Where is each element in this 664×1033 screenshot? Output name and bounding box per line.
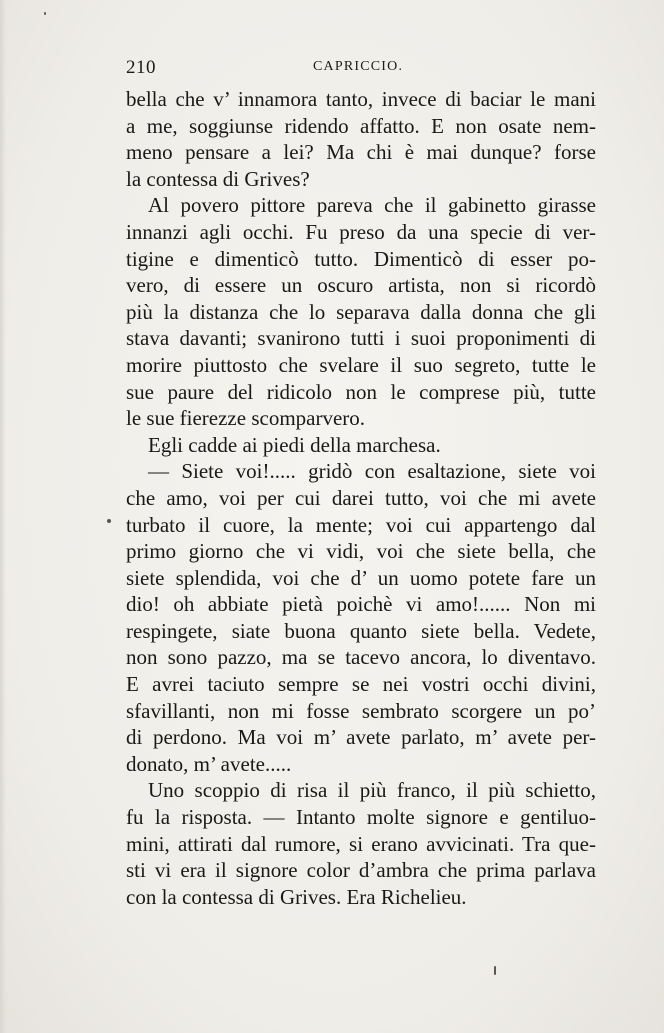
text-line: E avrei taciuto sempre se nei vostri occhi divini, [126,672,596,697]
text-line: dio! oh abbiate pietà poichè vi amo!...... Non mi [126,592,596,617]
text-line: le sue fierezze scomparvero. [126,406,366,431]
text-line: bella che v’ innamora tanto, invece di baciar le mani [126,87,596,111]
text-line: meno pensare a lei? Ma chi è mai dunque? forse [126,140,596,165]
text-line: stava davanti; svanirono tutti i suoi proponimenti di [126,326,596,351]
text-line: Al povero pittore pareva che il gabinetto girasse [148,193,596,218]
text-line: non sono pazzo, ma se tacevo ancora, lo diventavo. [126,645,596,670]
text-line: innanzi agli occhi. Fu preso da una specie di ver- [126,219,596,244]
page-gutter-shadow [0,0,6,1033]
text-line: — Siete voi!..... gridò con esaltazione, siete voi [148,459,596,484]
text-line: siete splendida, voi che d’ un uomo potete fare un [126,565,596,590]
text-line: che amo, voi per cui darei tutto, voi che mi avete [126,485,596,510]
body-text [126,86,596,910]
ink-speck [494,966,496,975]
text-line: più la distanza che lo separava dalla donna che gli [126,299,596,324]
ink-speck [44,12,46,15]
page-number: 210 [126,57,156,78]
text-line: la contessa di Grives? [126,166,310,191]
text-line: Uno scoppio di risa il più franco, il più schietto, [148,778,596,803]
text-line: sue paure del ridicolo non le comprese più, tutte [126,379,596,404]
text-line: turbato il cuore, la mente; voi cui appartengo dal [126,512,596,537]
page-header [126,57,596,85]
text-line: respingete, siate buona quanto siete bella. Vedete, [126,618,596,643]
text-line: primo giorno che vi vidi, voi che siete bella, che [126,539,596,564]
text-line: sti vi era il signore color d’ambra che prima parlava [126,858,596,883]
text-line: morire piuttosto che svelare il suo segreto, tutte le [126,352,596,377]
text-line: vero, di essere un oscuro artista, non si ricordò [126,273,596,298]
text-line: a me, soggiunse ridendo affatto. E non osate nem- [126,113,596,138]
text-line: Egli cadde ai piedi della marchesa. [148,432,441,457]
text-line: mini, attirati dal rumore, si erano avvicinati. Tra que- [126,831,596,856]
text-line: donato, m’ avete..... [126,751,292,776]
text-line: tigine e dimenticò tutto. Dimenticò di esser po- [126,246,596,271]
text-line: sfavillanti, non mi fosse sembrato scorgere un po’ [126,698,596,723]
text-line: di perdono. Ma voi m’ avete parlato, m’ avete per- [126,725,596,750]
text-line: con la contessa di Grives. Era Richelieu. [126,884,467,909]
running-head: CAPRICCIO. [313,59,404,74]
text-line: fu la risposta. — Intanto molte signore e gentiluo- [126,805,596,830]
ink-speck [107,519,111,523]
